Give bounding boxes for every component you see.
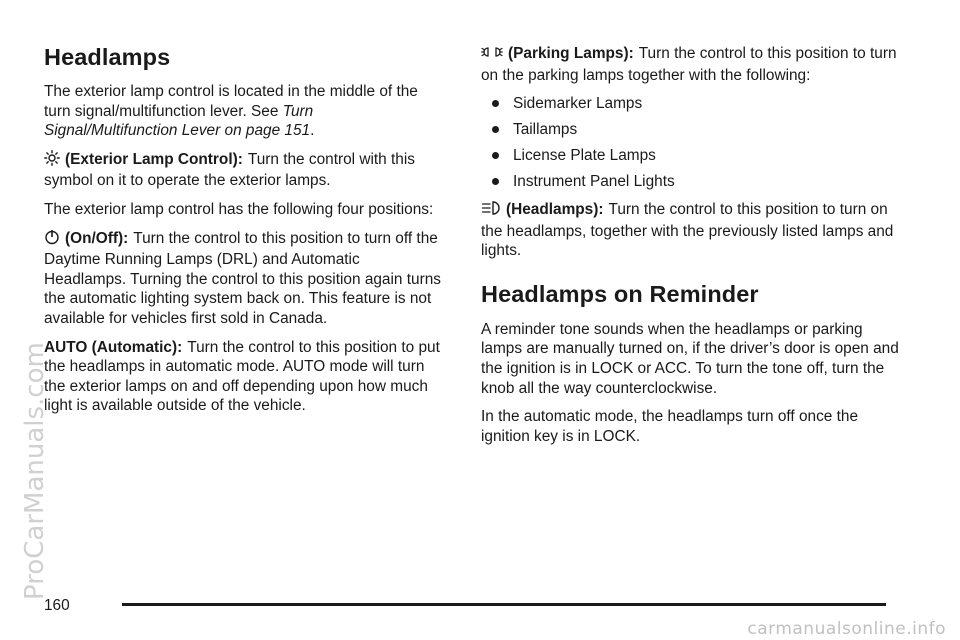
- exterior-lamp-control-term: (Exterior Lamp Control):: [65, 150, 243, 168]
- bullet-icon: [492, 152, 499, 159]
- positions-paragraph: The exterior lamp control has the following four positions:: [44, 200, 434, 218]
- section-heading-headlamps: Headlamps: [44, 44, 171, 70]
- list-item: Sidemarker Lamps: [481, 94, 901, 114]
- reminder-paragraph-1: A reminder tone sounds when the headlamps or parking lamps are manually turned on, if the driver’s door is open and the ignition is in LOCK or ACC. To turn the tone off, turn the knob all the way counterclockwise.: [481, 320, 899, 397]
- page-number: 160: [44, 597, 70, 614]
- bottom-watermark: carmanualsonline.info: [747, 619, 946, 639]
- on-off-term: (On/Off):: [65, 229, 129, 247]
- bullet-icon: [492, 126, 499, 133]
- headlamps-term: (Headlamps):: [506, 201, 604, 219]
- parking-lamps-icon: [481, 44, 503, 66]
- side-watermark: ProCarManuals.com: [20, 342, 50, 600]
- right-column: [481, 44, 901, 455]
- auto-term: AUTO (Automatic):: [44, 338, 183, 356]
- list-item: License Plate Lamps: [481, 146, 901, 166]
- bullet-icon: [492, 178, 499, 185]
- reminder-paragraph-2: In the automatic mode, the headlamps turn off once the ignition key is in LOCK.: [481, 408, 859, 445]
- list-item: Taillamps: [481, 120, 901, 140]
- left-column: [44, 44, 444, 425]
- headlamps-icon: [481, 200, 501, 222]
- exterior-lamp-control-paragraph: (Exterior Lamp Control): Turn the control with this symbol on it to operate the exterior lamps.: [44, 150, 415, 190]
- bullet-icon: [492, 100, 499, 107]
- intro-paragraph: The exterior lamp control is located in the middle of the turn signal/multifunction lever. See Turn Signal/Multifunction Lever on page 151.: [44, 83, 418, 140]
- parking-lamps-paragraph: (Parking Lamps): Turn the control to this position to turn on the parking lamps together with the following:: [481, 45, 897, 84]
- headlamps-paragraph: (Headlamps): Turn the control to this position to turn on the headlamps, together with the previously listed lamps and lights.: [481, 201, 894, 260]
- on-off-paragraph: (On/Off): Turn the control to this position to turn off the Daytime Running Lamps (DRL) and Automatic Headlamps. Turning the control to this position again turns the automatic lighting system back on. This feature is not available for vehicles first sold in Canada.: [44, 229, 441, 327]
- on-off-icon: [44, 229, 60, 251]
- parking-lamps-term: (Parking Lamps):: [508, 45, 634, 62]
- section-heading-headlamps-on-reminder: Headlamps on Reminder: [481, 280, 759, 307]
- cross-reference-link[interactable]: Turn Signal/Multifunction Lever on page 151: [44, 102, 314, 140]
- auto-paragraph: AUTO (Automatic): Turn the control to this position to put the headlamps in automatic mode. AUTO mode will turn the exterior lamps on and off depending upon how much light is available outside of the vehicle.: [44, 338, 440, 415]
- footer-rule: [122, 603, 886, 606]
- list-item: Instrument Panel Lights: [481, 172, 901, 192]
- parking-lamps-list: [481, 94, 901, 192]
- exterior-lamp-icon: [44, 150, 60, 172]
